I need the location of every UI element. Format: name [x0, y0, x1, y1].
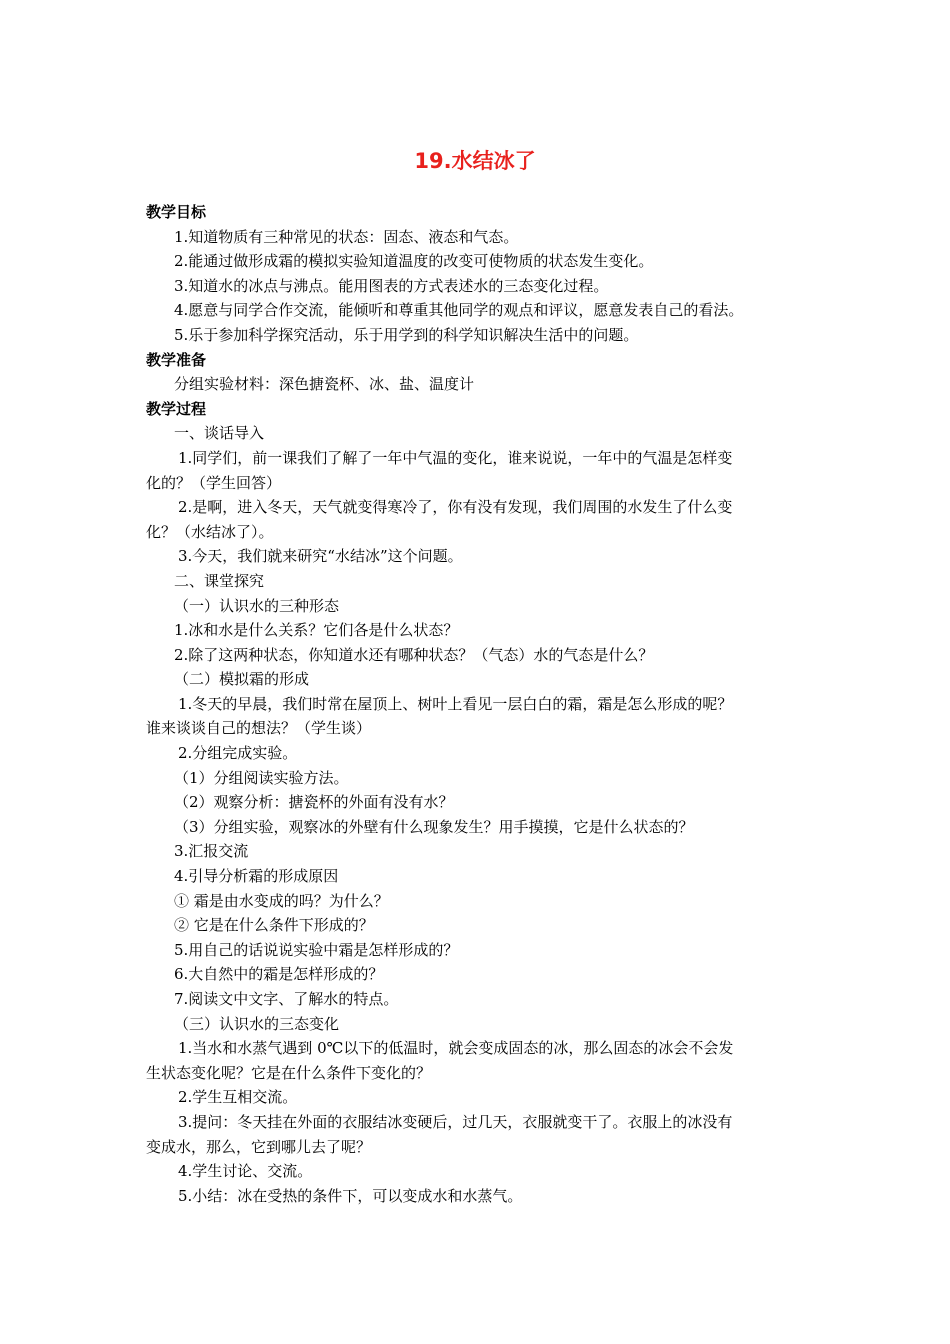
section-heading: 教学目标	[146, 203, 207, 221]
document-body	[146, 200, 806, 1208]
text-line: 3.知道水的冰点与沸点。能用图表的方式表述水的三态变化过程。	[174, 276, 609, 295]
text-line: 2.分组完成实验。	[178, 744, 298, 763]
text-line: 谁来谈谈自己的想法？（学生谈）	[146, 719, 372, 738]
document-title: 19.水结冰了	[414, 149, 536, 173]
text-line: 化？（水结冰了）。	[146, 522, 274, 541]
text-line: 3.今天，我们就来研究“水结冰”这个问题。	[178, 547, 463, 566]
text-line: 5.小结：冰在受热的条件下，可以变成水和水蒸气。	[178, 1186, 523, 1205]
text-line: （三）认识水的三态变化	[174, 1014, 340, 1033]
text-line: 7.阅读文中文字、了解水的特点。	[174, 990, 399, 1008]
text-line: 2.除了这两种状态，你知道水还有哪种状态？（气态）水的气态是什么？	[174, 645, 654, 664]
text-line: 5.用自己的话说说实验中霜是怎样形成的？	[174, 940, 459, 959]
text-line: （2）观察分析：搪瓷杯的外面有没有水？	[174, 793, 454, 812]
text-line: 1.当水和水蒸气遇到 0℃以下的低温时，就会变成固态的冰，那么固态的冰会不会发	[178, 1039, 734, 1058]
text-line: 2.能通过做形成霜的模拟实验知道温度的改变可使物质的状态发生变化。	[174, 252, 654, 271]
text-line: 6.大自然中的霜是怎样形成的？	[174, 965, 384, 984]
text-line: 生状态变化呢？它是在什么条件下变化的？	[146, 1063, 432, 1082]
text-line: 变成水，那么，它到哪儿去了呢？	[146, 1137, 372, 1156]
text-line: 5.乐于参加科学探究活动，乐于用学到的科学知识解决生活中的问题。	[174, 325, 639, 344]
text-line: 2.学生互相交流。	[178, 1088, 298, 1107]
text-line: 二、课堂探究	[174, 571, 265, 590]
text-line: 化的？（学生回答）	[146, 473, 282, 492]
text-line: （3）分组实验，观察冰的外壁有什么现象发生？用手摸摸，它是什么状态的？	[174, 817, 694, 836]
text-line: 2.是啊，进入冬天，天气就变得寒冷了，你有没有发现，我们周围的水发生了什么变	[178, 498, 733, 517]
text-line: 一、谈话导入	[174, 424, 265, 443]
text-line: ① 霜是由水变成的吗？为什么？	[174, 891, 389, 910]
text-line: 1.同学们，前一课我们了解了一年中气温的变化，谁来说说，一年中的气温是怎样变	[178, 448, 733, 467]
text-line: 3.汇报交流	[174, 842, 249, 861]
text-line: （二）模拟霜的形成	[174, 670, 310, 689]
text-line: 4.愿意与同学合作交流，能倾听和尊重其他同学的观点和评议，愿意发表自己的看法。	[174, 301, 744, 320]
text-line: 4.学生讨论、交流。	[178, 1162, 313, 1181]
text-line: 1.知道物质有三种常见的状态：固态、液态和气态。	[174, 227, 519, 246]
text-line: ② 它是在什么条件下形成的？	[174, 916, 374, 935]
text-line: 1.冰和水是什么关系？它们各是什么状态？	[174, 621, 459, 640]
section-heading: 教学准备	[146, 350, 207, 369]
text-line: （1）分组阅读实验方法。	[174, 768, 349, 787]
text-line: 3.提问：冬天挂在外面的衣服结冰变硬后，过几天，衣服就变干了。衣服上的冰没有	[178, 1112, 733, 1131]
text-line: 分组实验材料：深色搪瓷杯、冰、盐、温度计	[174, 375, 475, 394]
section-heading: 教学过程	[146, 399, 207, 418]
text-line: （一）认识水的三种形态	[174, 596, 340, 615]
text-line: 1.冬天的早晨，我们时常在屋顶上、树叶上看见一层白白的霜，霜是怎么形成的呢？	[178, 694, 733, 713]
text-line: 4.引导分析霜的形成原因	[174, 867, 339, 886]
